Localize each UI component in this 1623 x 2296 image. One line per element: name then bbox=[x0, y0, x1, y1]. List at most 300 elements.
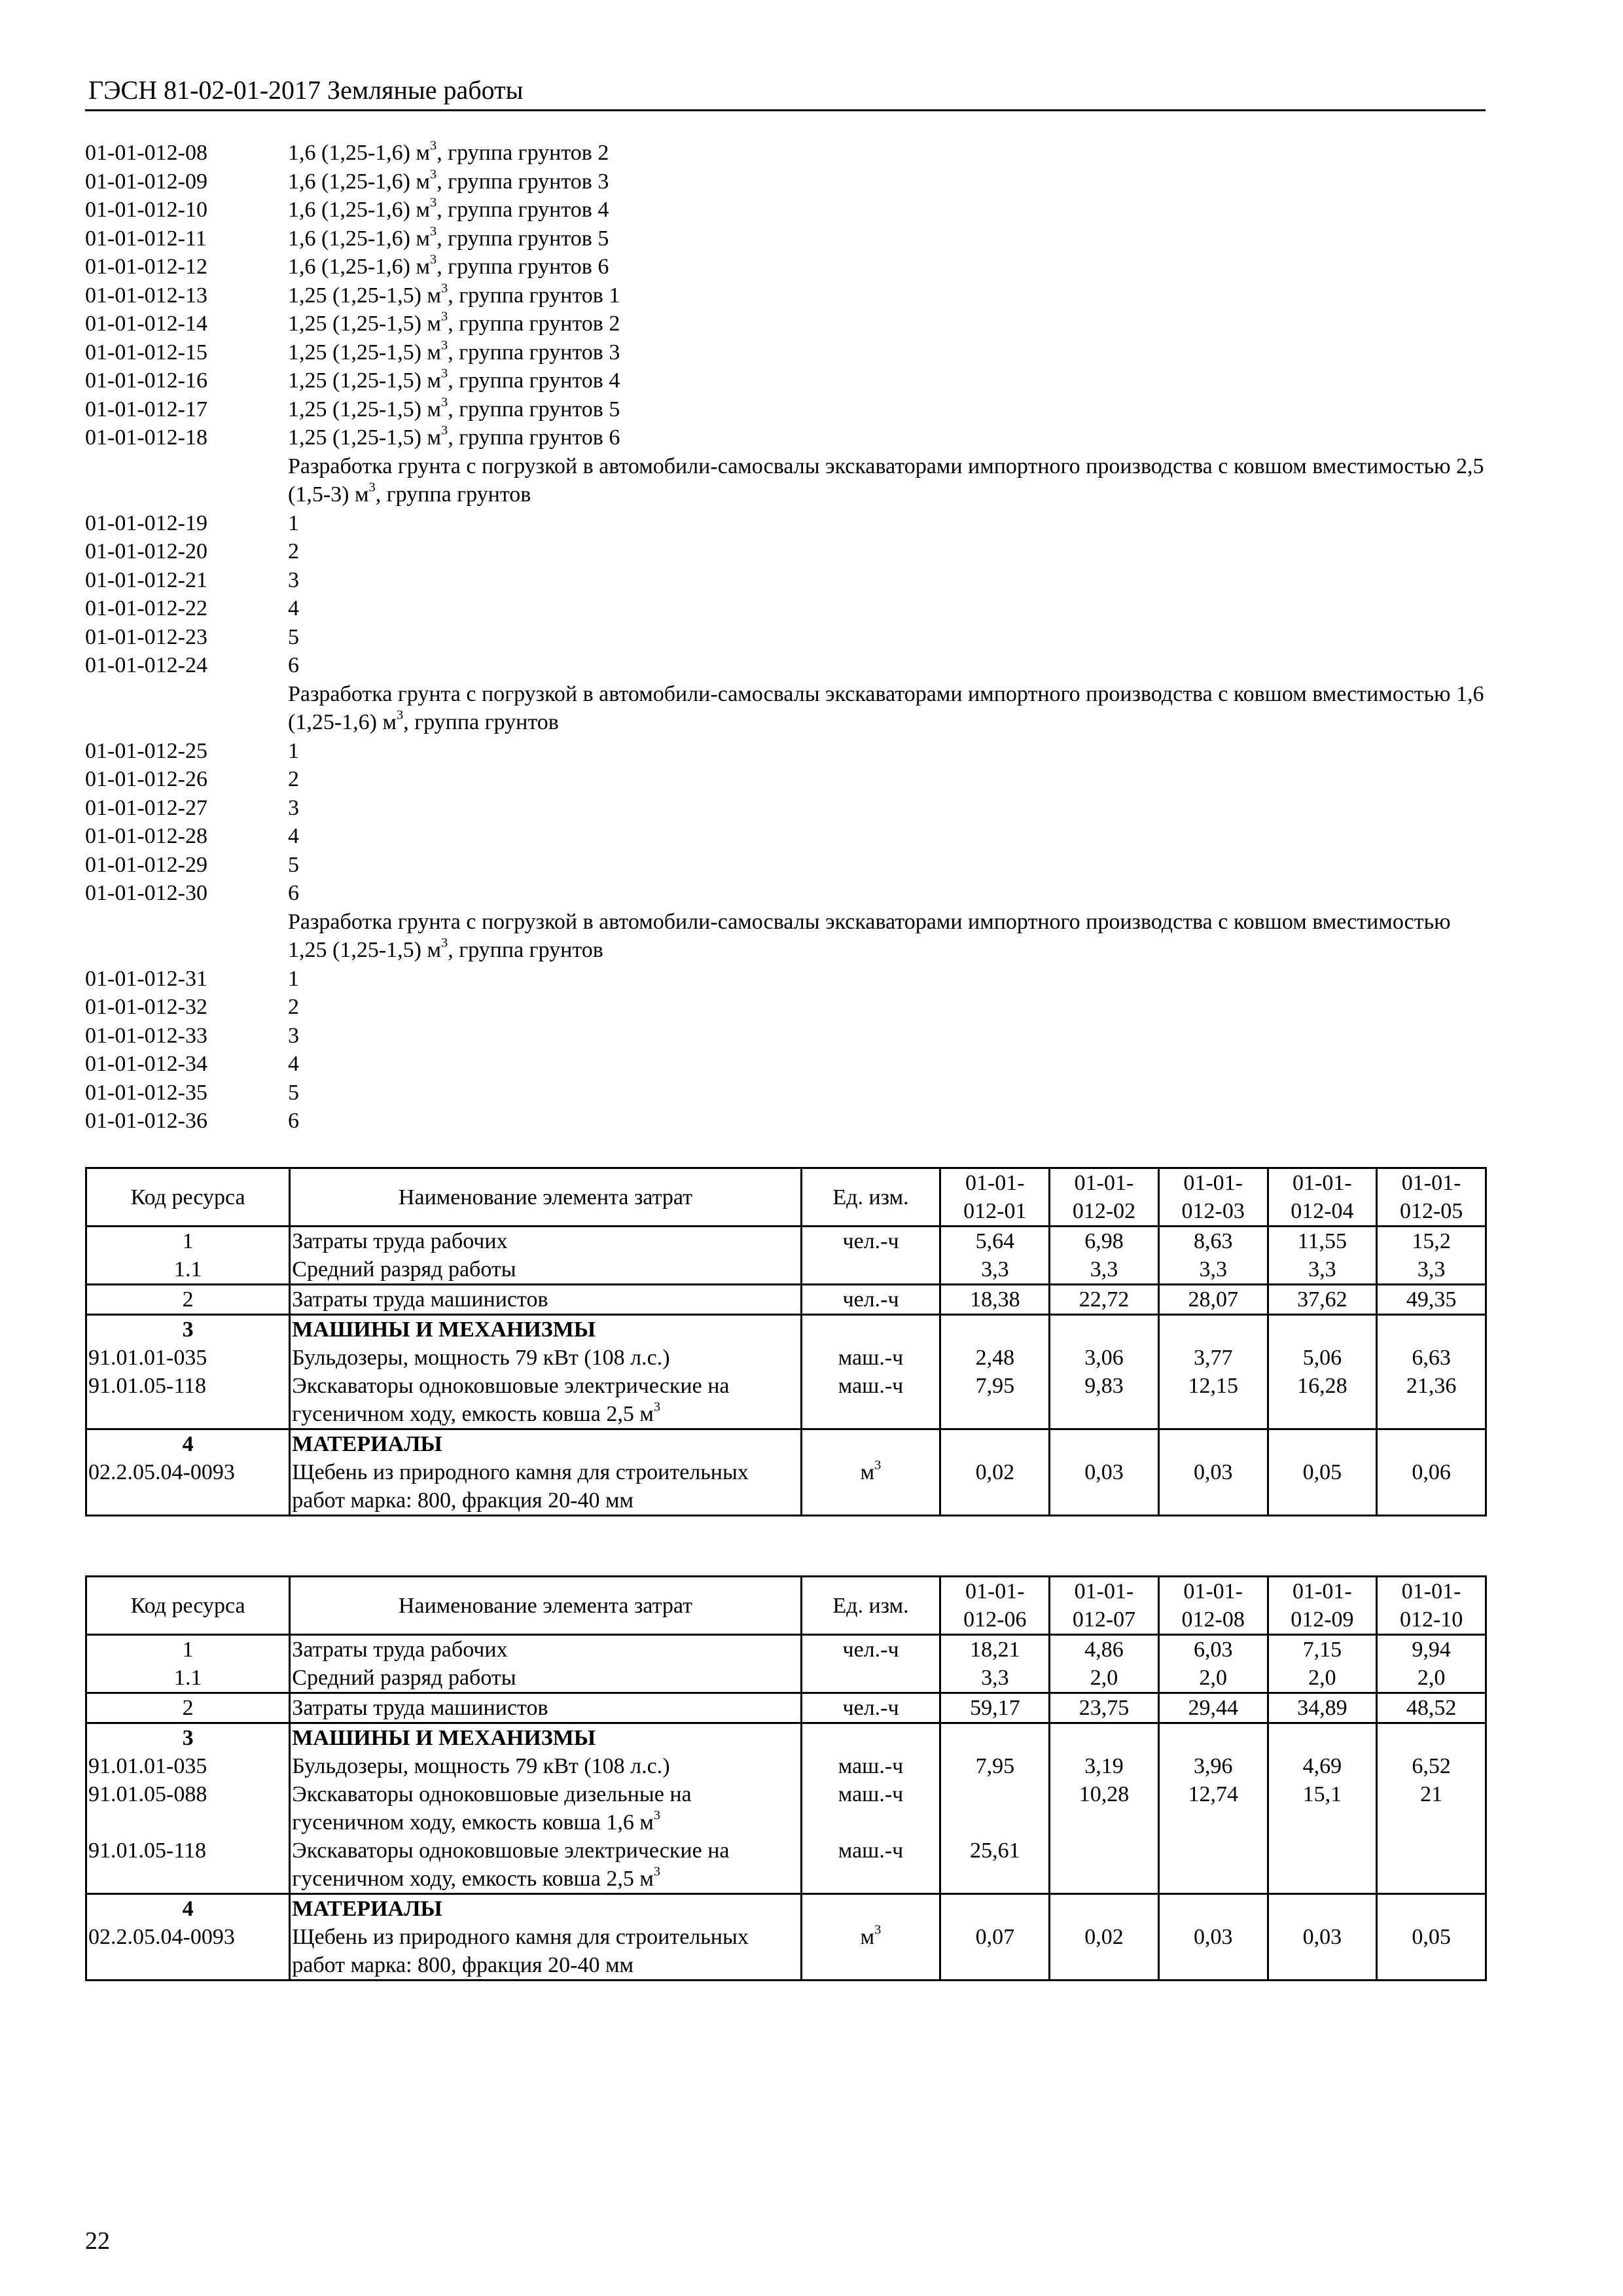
entry-text: 1,6 (1,25-1,6) м bbox=[288, 141, 430, 165]
resource-code: 02.2.05.04-0093 bbox=[86, 1923, 290, 1981]
entry-description bbox=[288, 537, 1492, 566]
norm-value: 0,03 bbox=[1050, 1458, 1159, 1516]
entry-code: 01-01-012-25 bbox=[85, 738, 207, 763]
entry-description bbox=[288, 879, 1492, 908]
unit-of-measure bbox=[801, 1372, 940, 1429]
unit-of-measure bbox=[801, 1837, 940, 1894]
norm-value: 0,03 bbox=[1158, 1923, 1268, 1981]
norm-value: 18,21 bbox=[940, 1635, 1050, 1664]
header-norm-column: 01-01- 012-05 bbox=[1377, 1168, 1486, 1227]
unit-of-measure bbox=[801, 1315, 940, 1344]
unit-text: маш.-ч bbox=[838, 1754, 904, 1778]
header-rule bbox=[85, 109, 1486, 111]
entry-description bbox=[288, 423, 1492, 452]
entry-text: 6 bbox=[288, 1109, 299, 1133]
norm-value bbox=[940, 1723, 1050, 1753]
norm-value: 59,17 bbox=[940, 1693, 1050, 1723]
entry-tail: , группа грунтов 1 bbox=[448, 283, 620, 308]
entry-description bbox=[288, 651, 1492, 680]
unit-exponent: 3 bbox=[396, 708, 404, 723]
entry-text: 1,25 (1,25-1,5) м bbox=[288, 312, 441, 336]
norm-value: 0,07 bbox=[940, 1923, 1050, 1981]
norm-value bbox=[940, 1894, 1050, 1924]
entry-code: 01-01-012-13 bbox=[85, 283, 207, 308]
norm-value: 3,96 bbox=[1158, 1752, 1268, 1780]
cost-element-text: Средний разряд работы bbox=[292, 1257, 516, 1282]
entry-tail: , группа грунтов 3 bbox=[437, 169, 609, 194]
resource-code: 2 bbox=[86, 1693, 290, 1723]
norm-entry-list bbox=[85, 139, 1486, 1136]
cost-element-text: Экскаваторы одноковшовые электрические на гусеничном ходу, емкость ковша 2,5 м bbox=[292, 1839, 730, 1891]
norm-value: 2,0 bbox=[1158, 1664, 1268, 1693]
norm-entry bbox=[85, 168, 1486, 196]
resource-code: 3 bbox=[86, 1723, 290, 1753]
unit-exponent: 3 bbox=[440, 366, 448, 381]
unit-of-measure bbox=[801, 1285, 940, 1315]
norm-value: 15,1 bbox=[1268, 1780, 1377, 1837]
unit-text: чел.-ч bbox=[842, 1229, 899, 1253]
unit-of-measure bbox=[801, 1227, 940, 1256]
resource-table-1 bbox=[85, 1167, 1487, 1516]
norm-value: 0,03 bbox=[1268, 1923, 1377, 1981]
entry-description bbox=[288, 822, 1492, 851]
header-norm-column: 01-01- 012-04 bbox=[1268, 1168, 1377, 1227]
unit-exponent: 3 bbox=[368, 480, 376, 495]
entry-text: 1 bbox=[288, 738, 299, 763]
header-unit: Ед. изм. bbox=[801, 1577, 940, 1635]
unit-text: чел.-ч bbox=[842, 1287, 899, 1312]
header-norm-column: 01-01- 012-09 bbox=[1268, 1577, 1377, 1635]
entry-description bbox=[288, 993, 1492, 1022]
page-number: 22 bbox=[85, 2227, 110, 2255]
norm-value bbox=[1050, 1723, 1159, 1753]
entry-description bbox=[288, 196, 1492, 224]
norm-value: 49,35 bbox=[1377, 1285, 1486, 1315]
cost-element-text: Экскаваторы одноковшовые дизельные на гусеничном ходу, емкость ковша 1,6 м bbox=[292, 1782, 692, 1835]
norm-entry bbox=[85, 794, 1486, 823]
norm-entry bbox=[85, 253, 1486, 281]
unit-exponent: 3 bbox=[440, 395, 448, 410]
norm-value: 12,74 bbox=[1158, 1780, 1268, 1837]
norm-entry bbox=[85, 623, 1486, 652]
unit-of-measure bbox=[801, 1693, 940, 1723]
unit-text: чел.-ч bbox=[842, 1638, 899, 1662]
entry-description bbox=[288, 509, 1492, 538]
cost-element-text: Щебень из природного камня для строительных работ марка: 800, фракция 20-40 мм bbox=[292, 1925, 749, 1977]
cost-element-text: Затраты труда машинистов bbox=[292, 1287, 548, 1312]
entry-description bbox=[288, 139, 1492, 168]
entry-code: 01-01-012-14 bbox=[85, 312, 207, 336]
norm-entry bbox=[85, 281, 1486, 310]
entry-text: Разработка грунта с погрузкой в автомобили-самосвалы экскаваторами импортного производства с ковшом вместимостью 2,5 (1,5-3) м bbox=[288, 454, 1484, 507]
cost-element-name bbox=[290, 1227, 801, 1256]
cost-element-text: Бульдозеры, мощность 79 кВт (108 л.с.) bbox=[292, 1754, 670, 1778]
norm-value: 0,02 bbox=[940, 1458, 1050, 1516]
norm-value bbox=[940, 1780, 1050, 1837]
unit-of-measure bbox=[801, 1780, 940, 1837]
entry-description bbox=[288, 253, 1492, 281]
entry-text: 4 bbox=[288, 1052, 299, 1076]
resource-code: 4 bbox=[86, 1894, 290, 1924]
entry-description bbox=[288, 281, 1492, 310]
unit-of-measure bbox=[801, 1344, 940, 1372]
norm-value: 48,52 bbox=[1377, 1693, 1486, 1723]
entry-tail: , группа грунтов 4 bbox=[437, 198, 609, 222]
entry-code: 01-01-012-08 bbox=[85, 141, 207, 165]
norm-value: 34,89 bbox=[1268, 1693, 1377, 1723]
norm-value bbox=[1268, 1315, 1377, 1344]
resource-code: 91.01.01-035 bbox=[86, 1344, 290, 1372]
norm-value: 3,3 bbox=[1158, 1255, 1268, 1285]
norm-value: 2,48 bbox=[940, 1344, 1050, 1372]
norm-value: 16,28 bbox=[1268, 1372, 1377, 1429]
unit-exponent: 3 bbox=[653, 1864, 661, 1879]
entry-tail: , группа грунтов 3 bbox=[448, 340, 620, 365]
norm-value: 8,63 bbox=[1158, 1227, 1268, 1256]
table-row bbox=[86, 1780, 1486, 1837]
norm-entry bbox=[85, 310, 1486, 338]
norm-entry bbox=[85, 509, 1486, 538]
entry-code: 01-01-012-35 bbox=[85, 1080, 207, 1105]
cost-element-name bbox=[290, 1285, 801, 1315]
cost-element-text: Бульдозеры, мощность 79 кВт (108 л.с.) bbox=[292, 1346, 670, 1370]
norm-value: 2,0 bbox=[1268, 1664, 1377, 1693]
norm-value: 9,94 bbox=[1377, 1635, 1486, 1664]
unit-exponent: 3 bbox=[429, 138, 437, 153]
header-norm-column: 01-01- 012-07 bbox=[1050, 1577, 1159, 1635]
entry-description bbox=[288, 594, 1492, 623]
norm-value: 3,06 bbox=[1050, 1344, 1159, 1372]
norm-value bbox=[1268, 1894, 1377, 1924]
norm-entry bbox=[85, 196, 1486, 224]
cost-element-text: Экскаваторы одноковшовые электрические на гусеничном ходу, емкость ковша 2,5 м bbox=[292, 1374, 730, 1426]
entry-text: 1,25 (1,25-1,5) м bbox=[288, 283, 441, 308]
unit-exponent: 3 bbox=[874, 1458, 882, 1473]
norm-value: 6,63 bbox=[1377, 1344, 1486, 1372]
entry-description bbox=[288, 1050, 1492, 1079]
norm-entry bbox=[85, 851, 1486, 880]
norm-value: 29,44 bbox=[1158, 1693, 1268, 1723]
norm-value: 11,55 bbox=[1268, 1227, 1377, 1256]
norm-value bbox=[1050, 1837, 1159, 1894]
resource-code: 1 bbox=[86, 1635, 290, 1664]
norm-value bbox=[1158, 1837, 1268, 1894]
norm-value: 2,0 bbox=[1050, 1664, 1159, 1693]
norm-entry bbox=[85, 737, 1486, 766]
entry-description bbox=[288, 338, 1492, 367]
entry-code: 01-01-012-09 bbox=[85, 169, 207, 194]
entry-description bbox=[288, 168, 1492, 196]
entry-text: 1,6 (1,25-1,6) м bbox=[288, 255, 430, 279]
norm-value: 3,3 bbox=[940, 1664, 1050, 1693]
entry-code: 01-01-012-31 bbox=[85, 966, 207, 991]
entry-text: 6 bbox=[288, 881, 299, 905]
entry-code: 01-01-012-34 bbox=[85, 1052, 207, 1076]
unit-of-measure bbox=[801, 1894, 940, 1924]
norm-entry bbox=[85, 822, 1486, 851]
norm-value: 0,03 bbox=[1158, 1458, 1268, 1516]
entry-text: 6 bbox=[288, 653, 299, 677]
cost-element-name bbox=[290, 1315, 801, 1344]
table-header-row bbox=[86, 1168, 1486, 1227]
resource-code: 02.2.05.04-0093 bbox=[86, 1458, 290, 1516]
norm-value bbox=[1377, 1837, 1486, 1894]
table-row bbox=[86, 1664, 1486, 1693]
norm-entry bbox=[85, 908, 1486, 965]
entry-text: 1,6 (1,25-1,6) м bbox=[288, 226, 430, 251]
entry-text: 2 bbox=[288, 995, 299, 1019]
norm-value: 0,02 bbox=[1050, 1923, 1159, 1981]
norm-entry bbox=[85, 1079, 1486, 1107]
unit-text: м bbox=[860, 1925, 875, 1949]
norm-value bbox=[1158, 1429, 1268, 1459]
entry-tail: , группа грунтов bbox=[448, 938, 603, 962]
unit-text: м bbox=[860, 1460, 875, 1484]
unit-exponent: 3 bbox=[429, 224, 437, 239]
unit-text: маш.-ч bbox=[838, 1346, 904, 1370]
table-header-row bbox=[86, 1577, 1486, 1635]
norm-entry bbox=[85, 993, 1486, 1022]
cost-element-name bbox=[290, 1752, 801, 1780]
header-norm-column: 01-01- 012-10 bbox=[1377, 1577, 1486, 1635]
entry-text: 2 bbox=[288, 539, 299, 564]
entry-code: 01-01-012-32 bbox=[85, 995, 207, 1019]
entry-description bbox=[288, 566, 1492, 595]
norm-value: 21,36 bbox=[1377, 1372, 1486, 1429]
entry-code: 01-01-012-29 bbox=[85, 852, 207, 877]
entry-code: 01-01-012-16 bbox=[85, 368, 207, 393]
table-row bbox=[86, 1693, 1486, 1723]
norm-value: 0,05 bbox=[1377, 1923, 1486, 1981]
unit-of-measure bbox=[801, 1458, 940, 1516]
unit-of-measure bbox=[801, 1923, 940, 1981]
header-norm-column: 01-01- 012-01 bbox=[940, 1168, 1050, 1227]
norm-entry bbox=[85, 566, 1486, 595]
norm-value: 7,95 bbox=[940, 1752, 1050, 1780]
entry-code: 01-01-012-18 bbox=[85, 425, 207, 450]
norm-entry bbox=[85, 879, 1486, 908]
entry-description bbox=[288, 1022, 1492, 1050]
norm-value bbox=[1268, 1723, 1377, 1753]
entry-code: 01-01-012-10 bbox=[85, 198, 207, 222]
norm-value: 23,75 bbox=[1050, 1693, 1159, 1723]
unit-text: маш.-ч bbox=[838, 1839, 904, 1863]
norm-value bbox=[940, 1429, 1050, 1459]
norm-value bbox=[1377, 1429, 1486, 1459]
norm-entry bbox=[85, 423, 1486, 452]
norm-entry bbox=[85, 338, 1486, 367]
cost-element-text: МАШИНЫ И МЕХАНИЗМЫ bbox=[292, 1318, 596, 1342]
entry-text: 5 bbox=[288, 852, 299, 877]
unit-of-measure bbox=[801, 1429, 940, 1459]
norm-value bbox=[1050, 1315, 1159, 1344]
norm-value bbox=[1377, 1315, 1486, 1344]
entry-text: 3 bbox=[288, 1023, 299, 1048]
entry-text: 1 bbox=[288, 511, 299, 535]
table-row bbox=[86, 1837, 1486, 1894]
norm-entry bbox=[85, 680, 1486, 737]
table-row bbox=[86, 1344, 1486, 1372]
entry-tail: , группа грунтов 5 bbox=[448, 397, 620, 422]
resource-code: 1.1 bbox=[86, 1255, 290, 1285]
entry-description bbox=[288, 452, 1492, 509]
header-code: Код ресурса bbox=[86, 1577, 290, 1635]
cost-element-name bbox=[290, 1923, 801, 1981]
norm-entry bbox=[85, 139, 1486, 168]
entry-text: 2 bbox=[288, 767, 299, 791]
entry-code: 01-01-012-22 bbox=[85, 596, 207, 620]
entry-tail: , группа грунтов bbox=[375, 482, 531, 507]
norm-entry bbox=[85, 367, 1486, 395]
entry-text: 3 bbox=[288, 567, 299, 592]
entry-code: 01-01-012-21 bbox=[85, 567, 207, 592]
entry-text: Разработка грунта с погрузкой в автомобили-самосвалы экскаваторами импортного производства с ковшом вместимостью 1,25 (1,25-1,5) м bbox=[288, 909, 1451, 962]
table-row bbox=[86, 1315, 1486, 1344]
norm-value: 6,03 bbox=[1158, 1635, 1268, 1664]
cost-element-name bbox=[290, 1429, 801, 1459]
table-row bbox=[86, 1752, 1486, 1780]
cost-element-name bbox=[290, 1723, 801, 1753]
table-row bbox=[86, 1723, 1486, 1753]
entry-description bbox=[288, 1079, 1492, 1107]
norm-entry bbox=[85, 651, 1486, 680]
unit-of-measure bbox=[801, 1255, 940, 1285]
unit-exponent: 3 bbox=[653, 1399, 661, 1414]
unit-exponent: 3 bbox=[440, 338, 448, 353]
unit-exponent: 3 bbox=[653, 1808, 661, 1823]
table-row bbox=[86, 1635, 1486, 1664]
norm-value: 3,3 bbox=[1377, 1255, 1486, 1285]
resource-table-2 bbox=[85, 1575, 1487, 1981]
unit-of-measure bbox=[801, 1635, 940, 1664]
norm-value: 6,98 bbox=[1050, 1227, 1159, 1256]
resource-code: 3 bbox=[86, 1315, 290, 1344]
entry-tail: , группа грунтов 4 bbox=[448, 368, 620, 393]
norm-value: 3,3 bbox=[1268, 1255, 1377, 1285]
entry-text: Разработка грунта с погрузкой в автомобили-самосвалы экскаваторами импортного производства с ковшом вместимостью 1,6 (1,25-1,6) м bbox=[288, 681, 1484, 734]
table-row bbox=[86, 1255, 1486, 1285]
norm-value: 2,0 bbox=[1377, 1664, 1486, 1693]
entry-tail: , группа грунтов 6 bbox=[448, 425, 620, 450]
entry-text: 4 bbox=[288, 596, 299, 620]
norm-value: 9,83 bbox=[1050, 1372, 1159, 1429]
entry-code: 01-01-012-12 bbox=[85, 255, 207, 279]
entry-tail: , группа грунтов 6 bbox=[437, 255, 609, 279]
table-row bbox=[86, 1894, 1486, 1924]
table-row bbox=[86, 1923, 1486, 1981]
norm-value: 0,05 bbox=[1268, 1458, 1377, 1516]
norm-value: 3,3 bbox=[940, 1255, 1050, 1285]
entry-code: 01-01-012-33 bbox=[85, 1023, 207, 1048]
cost-element-name bbox=[290, 1255, 801, 1285]
entry-code: 01-01-012-26 bbox=[85, 767, 207, 791]
unit-exponent: 3 bbox=[429, 167, 437, 182]
entry-text: 1 bbox=[288, 966, 299, 991]
entry-code: 01-01-012-30 bbox=[85, 881, 207, 905]
unit-exponent: 3 bbox=[440, 309, 448, 324]
entry-description bbox=[288, 395, 1492, 424]
norm-value: 4,86 bbox=[1050, 1635, 1159, 1664]
cost-element-text: Затраты труда рабочих bbox=[292, 1229, 508, 1253]
unit-of-measure bbox=[801, 1664, 940, 1693]
header-norm-column: 01-01- 012-02 bbox=[1050, 1168, 1159, 1227]
norm-value: 10,28 bbox=[1050, 1780, 1159, 1837]
unit-exponent: 3 bbox=[874, 1922, 882, 1937]
header-code: Код ресурса bbox=[86, 1168, 290, 1227]
norm-entry bbox=[85, 224, 1486, 253]
norm-value bbox=[1050, 1894, 1159, 1924]
unit-text: маш.-ч bbox=[838, 1782, 904, 1806]
norm-value: 7,15 bbox=[1268, 1635, 1377, 1664]
norm-value bbox=[1268, 1837, 1377, 1894]
norm-entry bbox=[85, 452, 1486, 509]
norm-entry bbox=[85, 965, 1486, 994]
norm-value bbox=[1158, 1723, 1268, 1753]
norm-value bbox=[1158, 1894, 1268, 1924]
resource-code: 91.01.05-088 bbox=[86, 1780, 290, 1837]
norm-value bbox=[1377, 1723, 1486, 1753]
cost-element-text: Затраты труда рабочих bbox=[292, 1638, 508, 1662]
unit-exponent: 3 bbox=[440, 935, 448, 950]
cost-element-name bbox=[290, 1837, 801, 1894]
header-norm-column: 01-01- 012-03 bbox=[1158, 1168, 1268, 1227]
entry-description bbox=[288, 1107, 1492, 1136]
entry-description bbox=[288, 367, 1492, 395]
entry-code: 01-01-012-36 bbox=[85, 1109, 207, 1133]
entry-text: 1,6 (1,25-1,6) м bbox=[288, 169, 430, 194]
entry-text: 1,25 (1,25-1,5) м bbox=[288, 368, 441, 393]
entry-description bbox=[288, 680, 1492, 737]
norm-value: 28,07 bbox=[1158, 1285, 1268, 1315]
entry-description bbox=[288, 965, 1492, 994]
entry-description bbox=[288, 908, 1492, 965]
norm-entry bbox=[85, 395, 1486, 424]
cost-element-text: МАТЕРИАЛЫ bbox=[292, 1897, 442, 1921]
unit-of-measure bbox=[801, 1723, 940, 1753]
entry-code: 01-01-012-24 bbox=[85, 653, 207, 677]
norm-value: 5,06 bbox=[1268, 1344, 1377, 1372]
norm-value: 3,19 bbox=[1050, 1752, 1159, 1780]
resource-code: 1.1 bbox=[86, 1664, 290, 1693]
entry-text: 1,6 (1,25-1,6) м bbox=[288, 198, 430, 222]
entry-description bbox=[288, 310, 1492, 338]
unit-exponent: 3 bbox=[440, 423, 448, 438]
entry-code: 01-01-012-11 bbox=[85, 226, 207, 251]
norm-value: 4,69 bbox=[1268, 1752, 1377, 1780]
entry-tail: , группа грунтов 5 bbox=[437, 226, 609, 251]
entry-description bbox=[288, 623, 1492, 652]
norm-value bbox=[1050, 1429, 1159, 1459]
entry-text: 3 bbox=[288, 795, 299, 820]
norm-value: 3,77 bbox=[1158, 1344, 1268, 1372]
entry-text: 5 bbox=[288, 1080, 299, 1105]
cost-element-name bbox=[290, 1344, 801, 1372]
header-norm-column: 01-01- 012-06 bbox=[940, 1577, 1050, 1635]
resource-code: 4 bbox=[86, 1429, 290, 1459]
cost-element-name bbox=[290, 1664, 801, 1693]
norm-value: 18,38 bbox=[940, 1285, 1050, 1315]
resource-code: 91.01.05-118 bbox=[86, 1837, 290, 1894]
cost-element-text: Затраты труда машинистов bbox=[292, 1696, 548, 1720]
norm-value: 12,15 bbox=[1158, 1372, 1268, 1429]
entry-text: 1,25 (1,25-1,5) м bbox=[288, 340, 441, 365]
norm-value: 7,95 bbox=[940, 1372, 1050, 1429]
cost-element-name bbox=[290, 1635, 801, 1664]
norm-entry bbox=[85, 594, 1486, 623]
cost-element-name bbox=[290, 1458, 801, 1516]
table-row bbox=[86, 1429, 1486, 1459]
resource-code: 1 bbox=[86, 1227, 290, 1256]
